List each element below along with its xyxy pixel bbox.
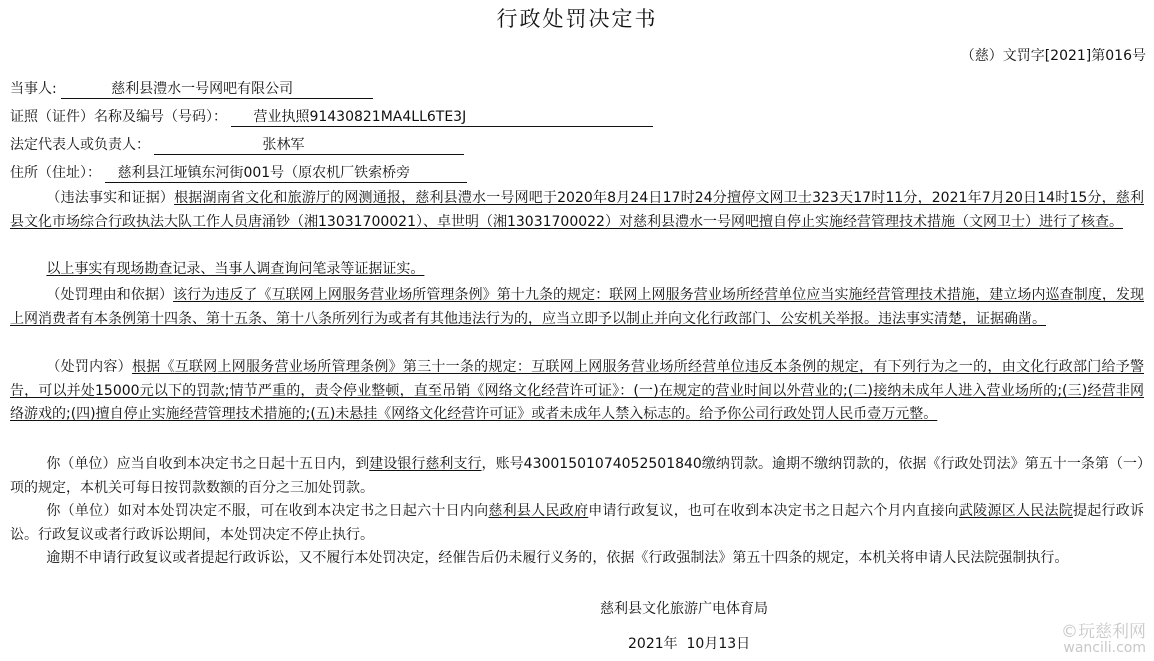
enforcement-text: 逾期不申请行政复议或者提起行政诉讼，又不履行本处罚决定，经催告后仍未履行义务的，依据《行政强制法》第五十四条的规定，本机关将申请人民法院强制执行。 <box>46 550 1069 566</box>
payment-paragraph <box>10 453 1144 500</box>
issue-date: 2021年 10月13日 <box>628 636 751 652</box>
document-title: 行政处罚决定书 <box>496 7 658 31</box>
representative-line <box>10 135 464 155</box>
party-label: 当事人: <box>10 81 57 97</box>
representative-label: 法定代表人或负责人： <box>10 137 150 153</box>
evidence-text: 以上事实有现场勘查记录、当事人调查询问笔录等证据证实。 <box>46 261 425 277</box>
penalty-heading: （处罚内容） <box>46 359 132 375</box>
account-number: 43001501074052501840 <box>523 456 702 472</box>
address-line <box>10 163 467 183</box>
legal-basis-text: 该行为违反了《互联网上网服务营业场所管理条例》第十九条的规定：联网上网服务营业场所经营单位应当实施经营管理技术措施，建立场内巡查制度，发现上网消费者有本条例第十四条、第十五条、第十八条所列行为或者有其他违法行为的，应当立即予以制止并向文化行政部门、公安机关举报。违法事实清楚，证据确凿。 <box>10 287 1144 327</box>
payment-text-account-label: ，账号 <box>481 456 524 472</box>
payment-text-start: 你（单位）应当自收到本决定书之日起十五日内，到 <box>46 456 370 472</box>
enforcement-paragraph <box>10 547 1144 571</box>
legal-basis-paragraph <box>10 284 1144 331</box>
bank-name: 建设银行慈利支行 <box>369 456 482 472</box>
violation-facts-paragraph <box>10 187 1144 234</box>
party-line <box>10 79 373 99</box>
appeal-text-start: 你（单位）如对本处罚决定不服，可在收到本决定书之日起六十日内向 <box>46 503 489 519</box>
penalty-paragraph <box>10 356 1144 427</box>
watermark-name: ©玩慈利网 <box>1061 622 1146 642</box>
appeal-text-middle: 申请行政复议，也可在收到本决定书之日起六个月内直接向 <box>588 503 959 519</box>
appeal-text-end: 提起行政诉讼。行政复议或者行政诉讼期间，本处罚决定不停止执行。 <box>10 503 1145 543</box>
license-line <box>10 107 653 127</box>
address-label: 住所（住址）： <box>10 165 101 181</box>
review-authority: 慈利县人民政府 <box>488 503 589 519</box>
license-label: 证照（证件）名称及编号（号码）： <box>10 109 227 125</box>
license-value: 营业执照91430821MA4LL6TE3J <box>231 109 653 127</box>
representative-value: 张林军 <box>154 137 464 155</box>
address-value: 慈利县江垭镇东河街001号（原农机厂铁索桥旁 <box>105 165 467 183</box>
party-value: 慈利县澧水一号网吧有限公司 <box>61 81 373 99</box>
watermark-url: wancili.com <box>1063 640 1146 656</box>
document-number: （慈）文罚字[2021]第016号 <box>960 48 1146 64</box>
penalty-text: 根据《互联网上网服务营业场所管理条例》第三十一条的规定：互联网上网服务营业场所经营单位违反本条例的规定，有下列行为之一的，由文化行政部门给予警告，可以并处15000元以下的罚款;情节严重的，责令停业整顿，直至吊销《网络文化经营许可证》：(一)在规定的营业时间以外营业的;(二)接纳未成年人进入营业场所的;(三)经营非网络游戏的;(四)擅自停止实施经营管理技术措施的;(五)未悬挂《网络文化经营许可证》或者未成年人禁入标志的。给予你公司行政处罚人民币壹万元整。 <box>10 359 1145 422</box>
violation-facts-text: 根据湖南省文化和旅游厅的网测通报，慈利县澧水一号网吧于2020年8月24日17时24分擅停文网卫士323天17时11分，2021年7月20日14时15分，慈利县文化市场综合行政执法大队工作人员唐涌钞（湘13031700021）、卓世明（湘13031700022）对慈利县澧水一号网吧擅自停止实施经营管理技术措施（文网卫士）进行了核查。 <box>10 190 1144 230</box>
violation-facts-heading: （违法事实和证据） <box>46 190 175 206</box>
legal-basis-heading: （处罚理由和依据） <box>46 287 174 303</box>
court-name: 武陵源区人民法院 <box>958 503 1073 519</box>
evidence-paragraph <box>10 258 1144 282</box>
appeal-paragraph <box>10 500 1144 547</box>
payment-text-end: 缴纳罚款。逾期不缴纳罚款的，依据《行政处罚法》第五十一条第（一）项的规定，本机关可每日按罚款数额的百分之三加处罚款。 <box>10 456 1145 496</box>
issuing-authority: 慈利县文化旅游广电体育局 <box>600 601 768 617</box>
